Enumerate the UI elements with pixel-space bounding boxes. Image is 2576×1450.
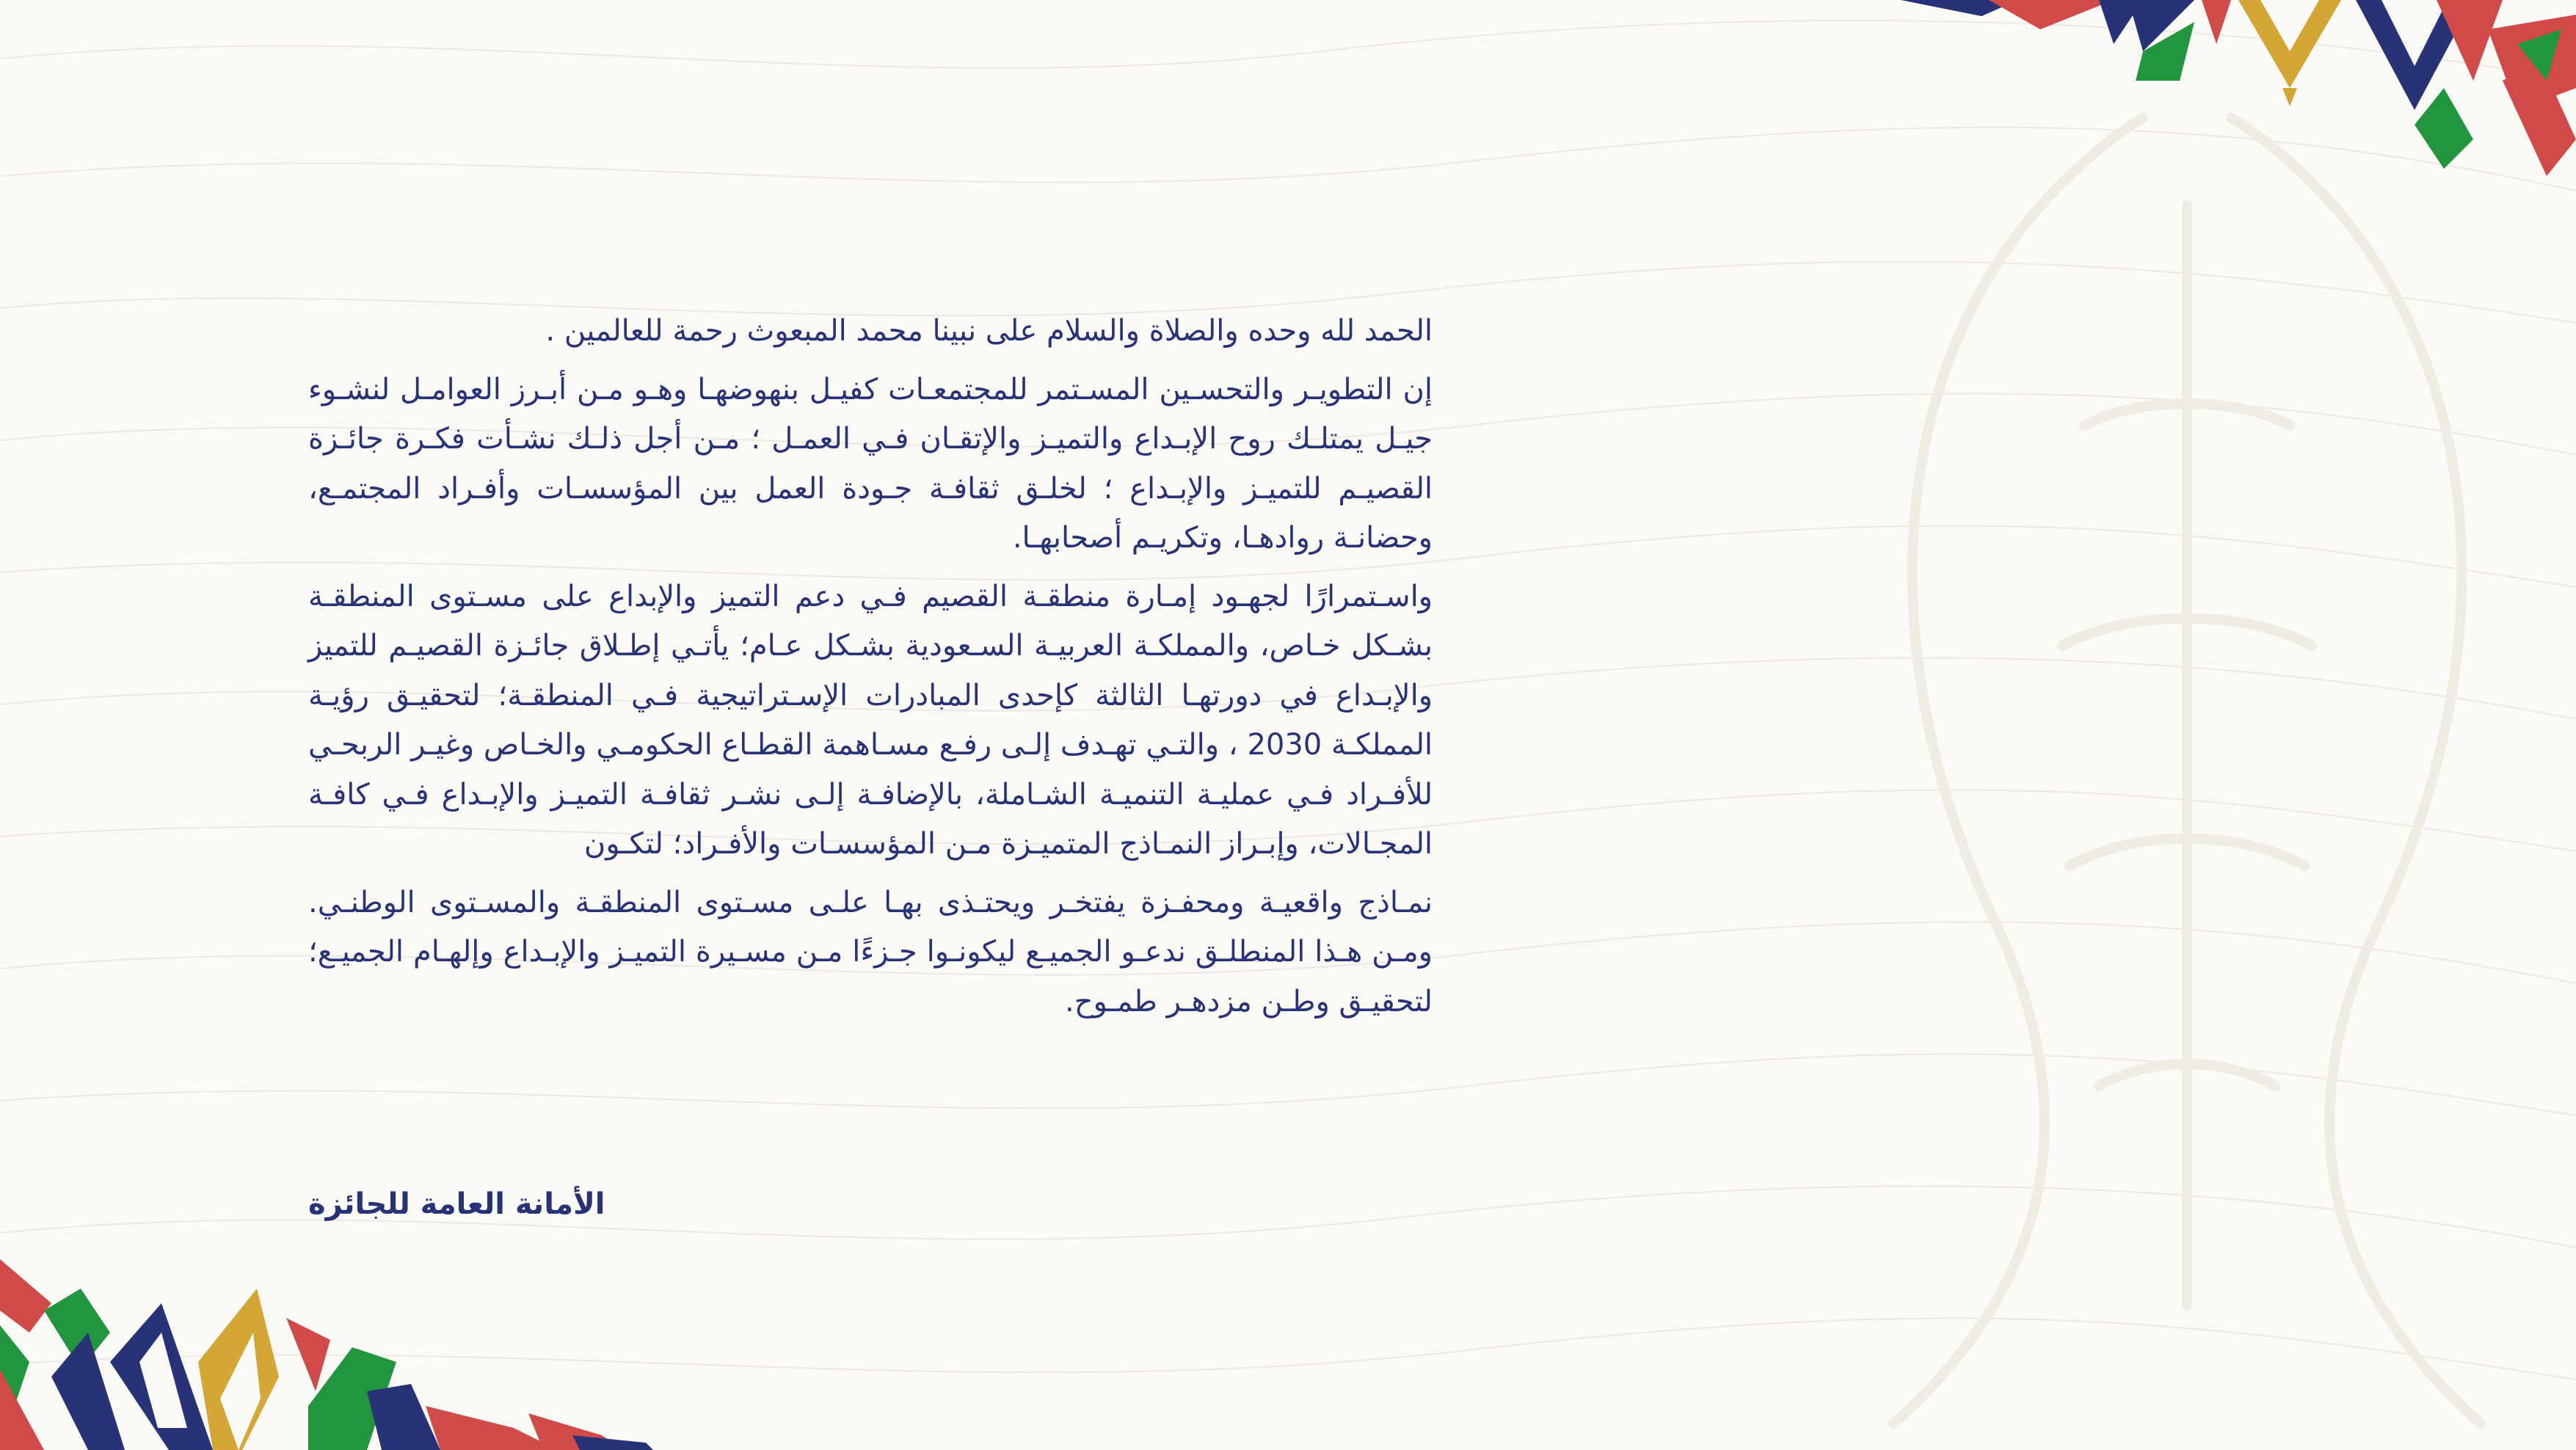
bottom-left-pattern-decoration (0, 1259, 661, 1450)
paragraph-opening: الحمد لله وحده والصلاة والسلام على نبينا محمد المبعوث رحمة للعالمين . (545, 314, 1433, 348)
paragraph-invitation: نمـاذج واقعيـة ومحفـزة يفتخـر ويحتـذى بهـا علـى مسـتوى المنطقـة والمسـتوى الوطنـي. ومـن هـذا المنطلـق ندعـو الجميـع ليكونـوا جـزءًا مـن مسـيرة التميـز والإبـداع وإلهـام الجميـع؛ لتحقيـق وطـن مزدهـر طمـوح. (308, 885, 1433, 1019)
signature: الأمانة العامة للجائزة (308, 1187, 605, 1221)
top-right-pattern-decoration (1901, 0, 2576, 191)
letter-body (308, 307, 1433, 1035)
emblem-watermark (1820, 59, 2554, 1438)
paragraph-award-idea: إن التطويـر والتحسـين المسـتمر للمجتمعـات كفيـل بنهوضهـا وهـو مـن أبـرز العوامـل لنشـوء جيـل يمتلـك روح الإبـداع والتميـز والإتقـان فـي العمـل ؛ مـن أجل ذلـك نشـأت فكـرة جائـزة القصيـم للتميـز والإبـداع ؛ لخلـق ثقافـة جـودة العمل بين المؤسسـات وأفـراد المجتمـع، وحضانـة روادهـا، وتكريـم أصحابهـا. (308, 372, 1433, 555)
paragraph-third-edition: واسـتمرارًا لجهـود إمـارة منطقـة القصيم فـي دعم التميز والإبداع على مسـتوى المنطقـة بشـكل خـاص، والمملكـة العربيـة السـعودية بشـكل عـام؛ يأتـي إطـلاق جائـزة القصيـم للتميز والإبـداع في دورتهـا الثالثة كإحدى المبادرات الإسـتراتيجية فـي المنطقـة؛ لتحقيـق رؤيـة المملكـة 2030 ، والتـي تهـدف إلـى رفـع مسـاهمة القطـاع الحكومـي والخـاص وغيـر الربحـي للأفـراد فـي عمليـة التنميـة الشـاملة، بالإضافـة إلـى نشـر ثقافـة التميـز والإبـداع فـي كافـة المجـالات، وإبـراز النمـاذج المتميـزة مـن المؤسسـات والأفـراد؛ لتكـون (308, 579, 1433, 861)
